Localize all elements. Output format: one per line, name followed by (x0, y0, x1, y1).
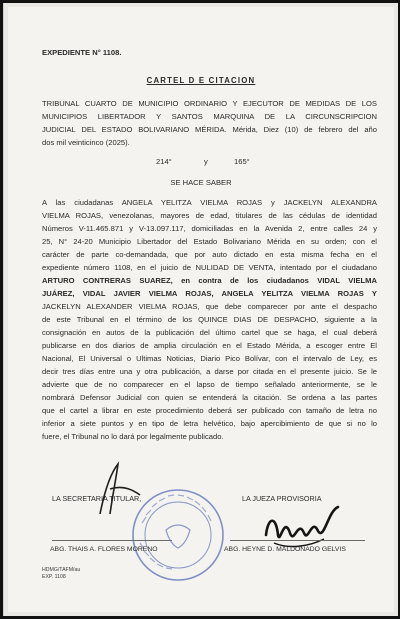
body-line: inferior a siete puntos y en tipo de letra helvético, bajo apercibimiento de que si no lo (42, 419, 377, 428)
body-line: Nacional, El Universal o Ultimas Noticias, Diario Pico Bolívar, con el intervalo de Ley, es (42, 354, 377, 363)
secretary-name: ABG. THAIS A. FLORES MORENO (50, 546, 158, 553)
body-line: nombrará Defensor Judicial con quien se entenderá la citación. Se ordena a las partes (42, 393, 377, 402)
secretary-role: LA SECRETARIA TITULAR, (52, 494, 142, 503)
judge-name: ABG. HEYNE D. MALDONADO GELVIS (224, 546, 346, 553)
expediente-number: EXPEDIENTE N° 1108. (42, 48, 122, 57)
year-independence: 214° (156, 157, 172, 166)
body-line: 25, N° 24-20 Municipio Libertador del Estado Bolivariano Mérida en su orden; con el (42, 237, 377, 246)
secretary-signature (70, 459, 160, 519)
body-line: expediente número 1108, en el juicio de NULIDAD DE VENTA, intentado por el ciudadano (42, 263, 377, 272)
body-line: carácter de parte co-demandada, que por auto dictado en esta misma fecha en el (42, 250, 377, 259)
judge-role: LA JUEZA PROVISORIA (242, 494, 322, 503)
document-frame (3, 3, 398, 616)
intro-line: JUDICIAL DEL ESTADO BOLIVARIANO MÉRIDA. Mérida, Diez (10) de febrero del año (42, 125, 377, 134)
body-line: JACKELYN ALEXANDER VIELMA ROJAS, que debe comparecer por ante el despacho (42, 302, 377, 311)
case-reference: EXP. 1108 (42, 574, 66, 580)
body-line: que el cartel a librar en este procedimiento deberá ser publicado con tamaño de letra no (42, 406, 377, 415)
document-page (8, 7, 394, 612)
document-title: CARTEL D E CITACION (146, 76, 256, 85)
body-line: JUÁREZ, VIDAL JAVIER VIELMA ROJAS, ANGELA YELITZA VIELMA ROJAS Y (42, 289, 377, 298)
body-line: VIELMA ROJAS, venezolanas, mayores de edad, titulares de las cédulas de identidad (42, 211, 377, 220)
initials: HDMG/TAFM/au (42, 567, 81, 573)
body-line: advierte que de no comparecer en el lapso de tiempo señalado anteriormente, se le (42, 380, 377, 389)
body-line: ARTURO CONTRERAS SUAREZ, en contra de los ciudadanos VIDAL VIELMA (42, 276, 377, 285)
intro-line: TRIBUNAL CUARTO DE MUNICIPIO ORDINARIO Y EJECUTOR DE MEDIDAS DE LOS (42, 99, 377, 108)
judge-signature-line (230, 540, 365, 541)
secretary-signature-line (52, 540, 172, 541)
intro-line: dos mil veinticinco (2025). (42, 138, 130, 147)
year-federation: 165° (234, 157, 250, 166)
body-line: fuere, el Tribunal no lo dará por legalmente publicado. (42, 432, 224, 441)
body-line: publicarse en dos diarios de amplia circulación en el Estado Mérida, a escoger entre El (42, 341, 377, 350)
intro-line: MUNICIPIOS LIBERTADOR Y SANTOS MARQUINA DE LA CIRCUNSCRIPCION (42, 112, 377, 121)
year-connector: y (204, 157, 208, 166)
body-line: A las ciudadanas ANGELA YELITZA VIELMA ROJAS y JACKELYN ALEXANDRA (42, 198, 377, 207)
body-line: decir tres días entre una y otra publicación, a darse por citada en el presente juicio. Se le (42, 367, 377, 376)
body-line: de este Tribunal en el término de los QUINCE DIAS DE DESPACHO, siguiente a la (42, 315, 377, 324)
notice-heading: SE HACE SABER (170, 178, 232, 187)
body-line: Números V-11.465.871 y V-13.097.117, domiciliadas en la Avenida 2, entre calles 24 y (42, 224, 377, 233)
body-line: consignación en autos de la publicación del último cartel que se haga, el cual deberá (42, 328, 377, 337)
